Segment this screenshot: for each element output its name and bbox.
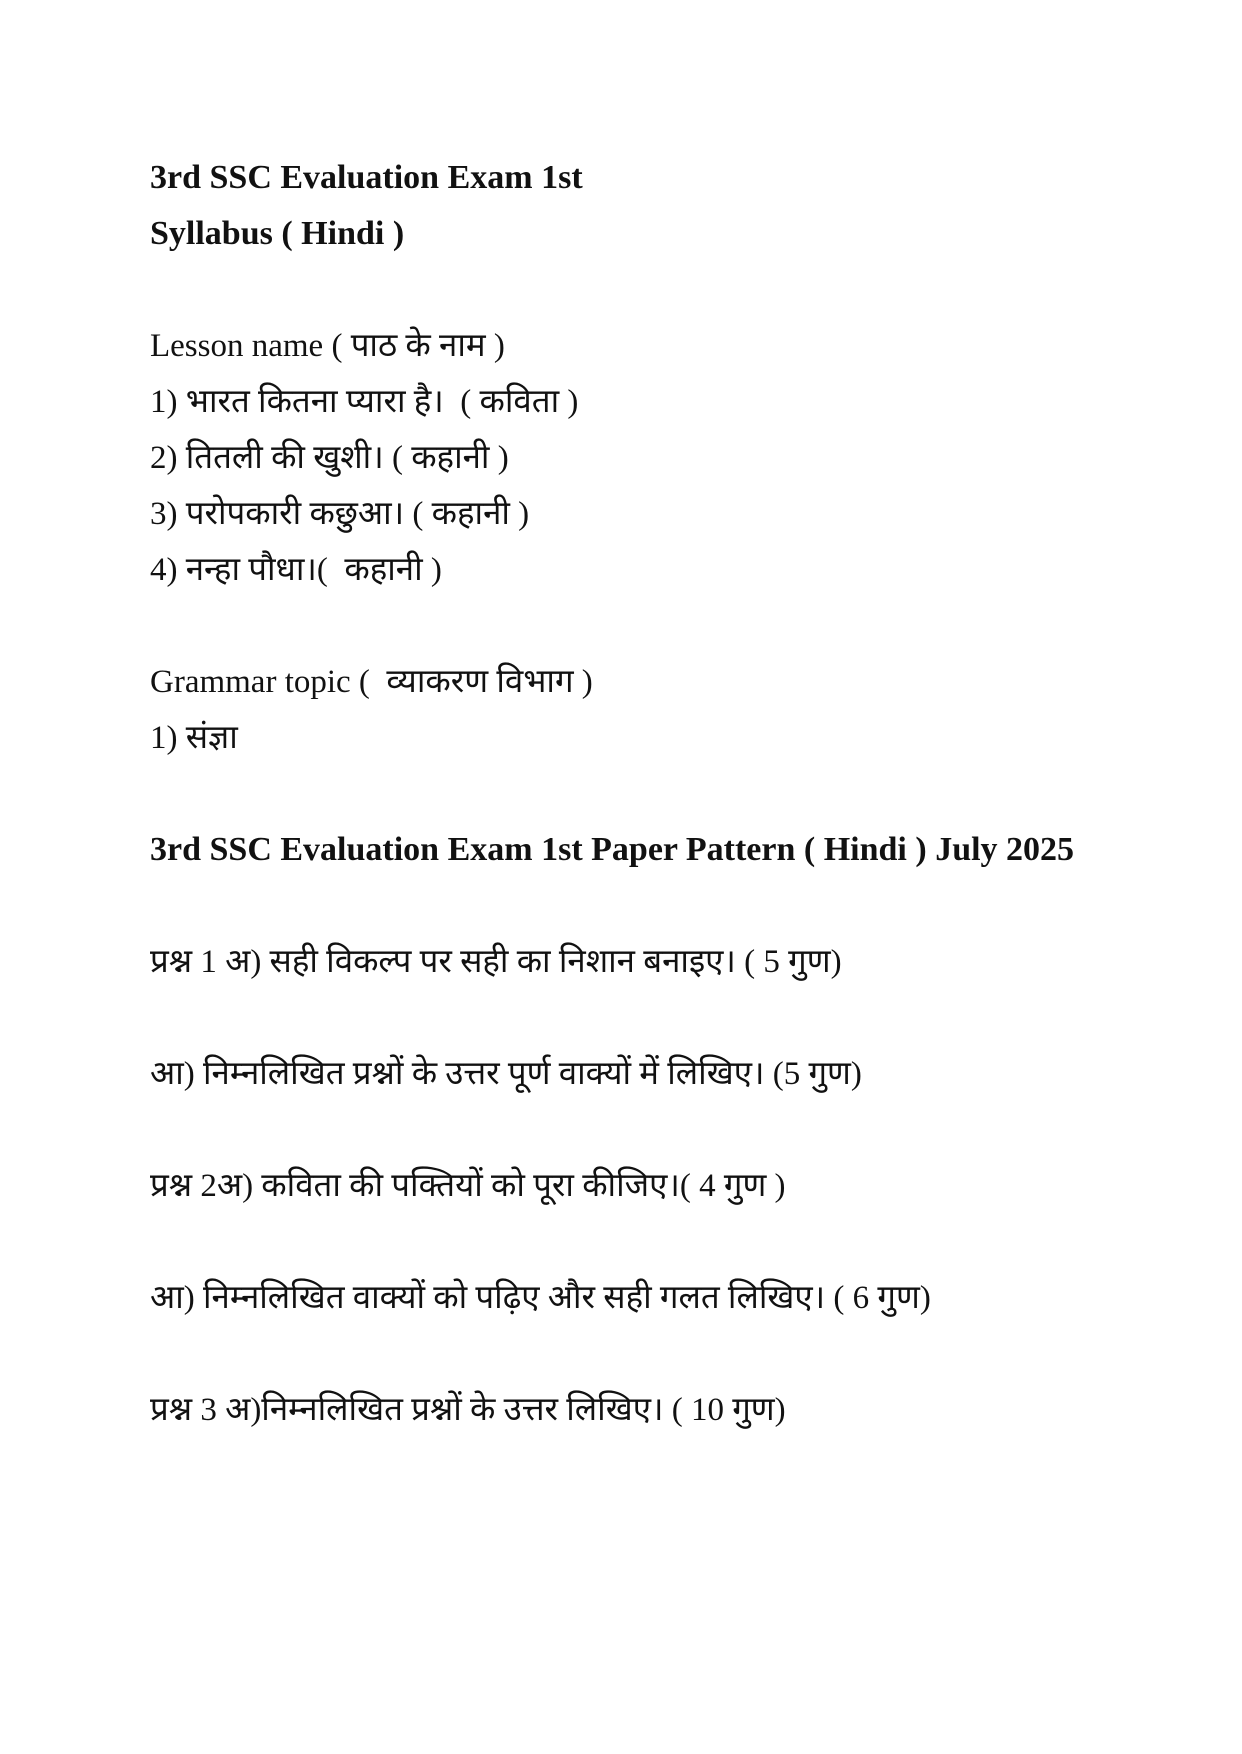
- lesson-item-3: 3) परोपकारी कछुआ। ( कहानी ): [150, 496, 530, 532]
- lesson-item-4: 4) नन्हा पौधा।( कहानी ): [150, 552, 442, 588]
- lesson-heading: Lesson name ( पाठ के नाम ): [150, 328, 505, 364]
- grammar-heading: Grammar topic ( व्याकरण विभाग ): [150, 664, 593, 700]
- document-page: [150, 150, 1100, 1438]
- grammar-item-1: 1) संज्ञा: [150, 720, 238, 756]
- paper-pattern-title: 3rd SSC Evaluation Exam 1st Paper Pattern ( Hindi ) July 2025: [150, 831, 1075, 868]
- question-1a: प्रश्न 1 अ) सही विकल्प पर सही का निशान बनाइए। ( 5 गुण): [150, 944, 842, 980]
- lesson-item-1: 1) भारत कितना प्यारा है। ( कविता ): [150, 384, 579, 420]
- lesson-item-2: 2) तितली की खुशी। ( कहानी ): [150, 440, 509, 476]
- question-1b: आ) निम्नलिखित प्रश्नों के उत्तर पूर्ण वाक्यों में लिखिए। (5 गुण): [150, 1056, 862, 1092]
- syllabus-title-line-1: 3rd SSC Evaluation Exam 1st: [150, 159, 583, 196]
- question-2a: प्रश्न 2अ) कविता की पक्तियों को पूरा कीजिए।( 4 गुण ): [150, 1168, 786, 1204]
- question-3a: प्रश्न 3 अ)निम्नलिखित प्रश्नों के उत्तर लिखिए। ( 10 गुण): [150, 1392, 786, 1428]
- syllabus-title-line-2: Syllabus ( Hindi ): [150, 215, 405, 252]
- question-2b: आ) निम्नलिखित वाक्यों को पढ़िए और सही गलत लिखिए। ( 6 गुण): [150, 1280, 931, 1316]
